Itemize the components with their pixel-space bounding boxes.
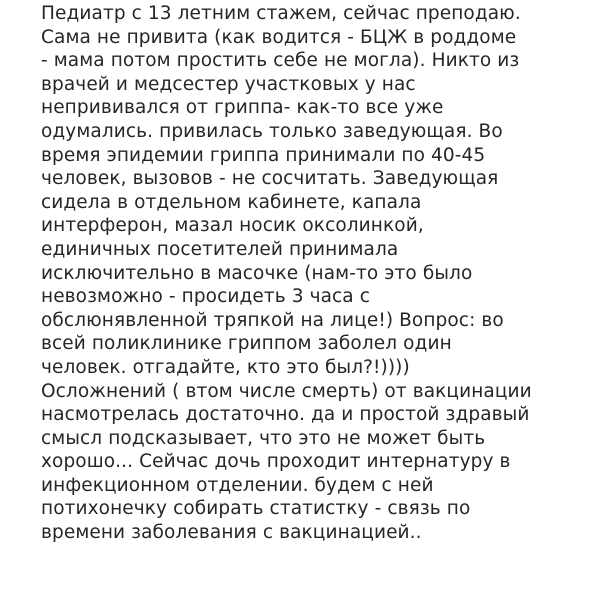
text-line: - мама потом простить себе не могла). Никто из [41, 50, 520, 72]
text-line: сидела в отдельном кабинете, капала [41, 191, 422, 213]
text-line: непрививался от гриппа- как-то все уже [41, 97, 444, 119]
text-line: одумались. привилась только заведующая. Во [41, 120, 503, 142]
text-line: всей поликлинике гриппом заболел один [41, 333, 452, 355]
text-line: невозможно - просидеть 3 часа с [41, 286, 370, 308]
text-line: потихонечку собирать статистку - связь по [41, 498, 471, 520]
text-line: инфекционном отделении. будем с ней [41, 474, 434, 496]
text-line: интерферон, мазал носик оксолинкой, [41, 215, 424, 237]
post-text [41, 2, 590, 545]
text-line: Сама не привита (как водится - БЦЖ в роддоме [41, 26, 517, 48]
text-line: смысл подсказывает, что это не может быть [41, 427, 486, 449]
text-line: Осложнений ( втом числе смерть) от вакцинации [41, 380, 532, 402]
text-line: врачей и медсестер участковых у нас [41, 73, 416, 95]
text-line: хорошо... Сейчас дочь проходит интернатуру в [41, 451, 511, 473]
text-line: человек. отгадайте, кто это был?!)))) [41, 356, 410, 378]
text-line: времени заболевания с вакцинацией.. [41, 522, 422, 544]
text-line: единичных посетителей принимала [41, 238, 399, 260]
text-line: исключительно в масочке (нам-то это было [41, 262, 473, 284]
text-line: обслюнявленной тряпкой на лице!) Вопрос: во [41, 309, 504, 331]
text-line: время эпидемии гриппа принимали по 40-45 [41, 144, 486, 166]
text-line: насмотрелась достаточно. да и простой здравый [41, 404, 530, 426]
text-line: Педиатр с 13 летним стажем, сейчас преподаю. [41, 3, 521, 24]
text-line: человек, вызовов - не сосчитать. Заведующая [41, 168, 499, 190]
